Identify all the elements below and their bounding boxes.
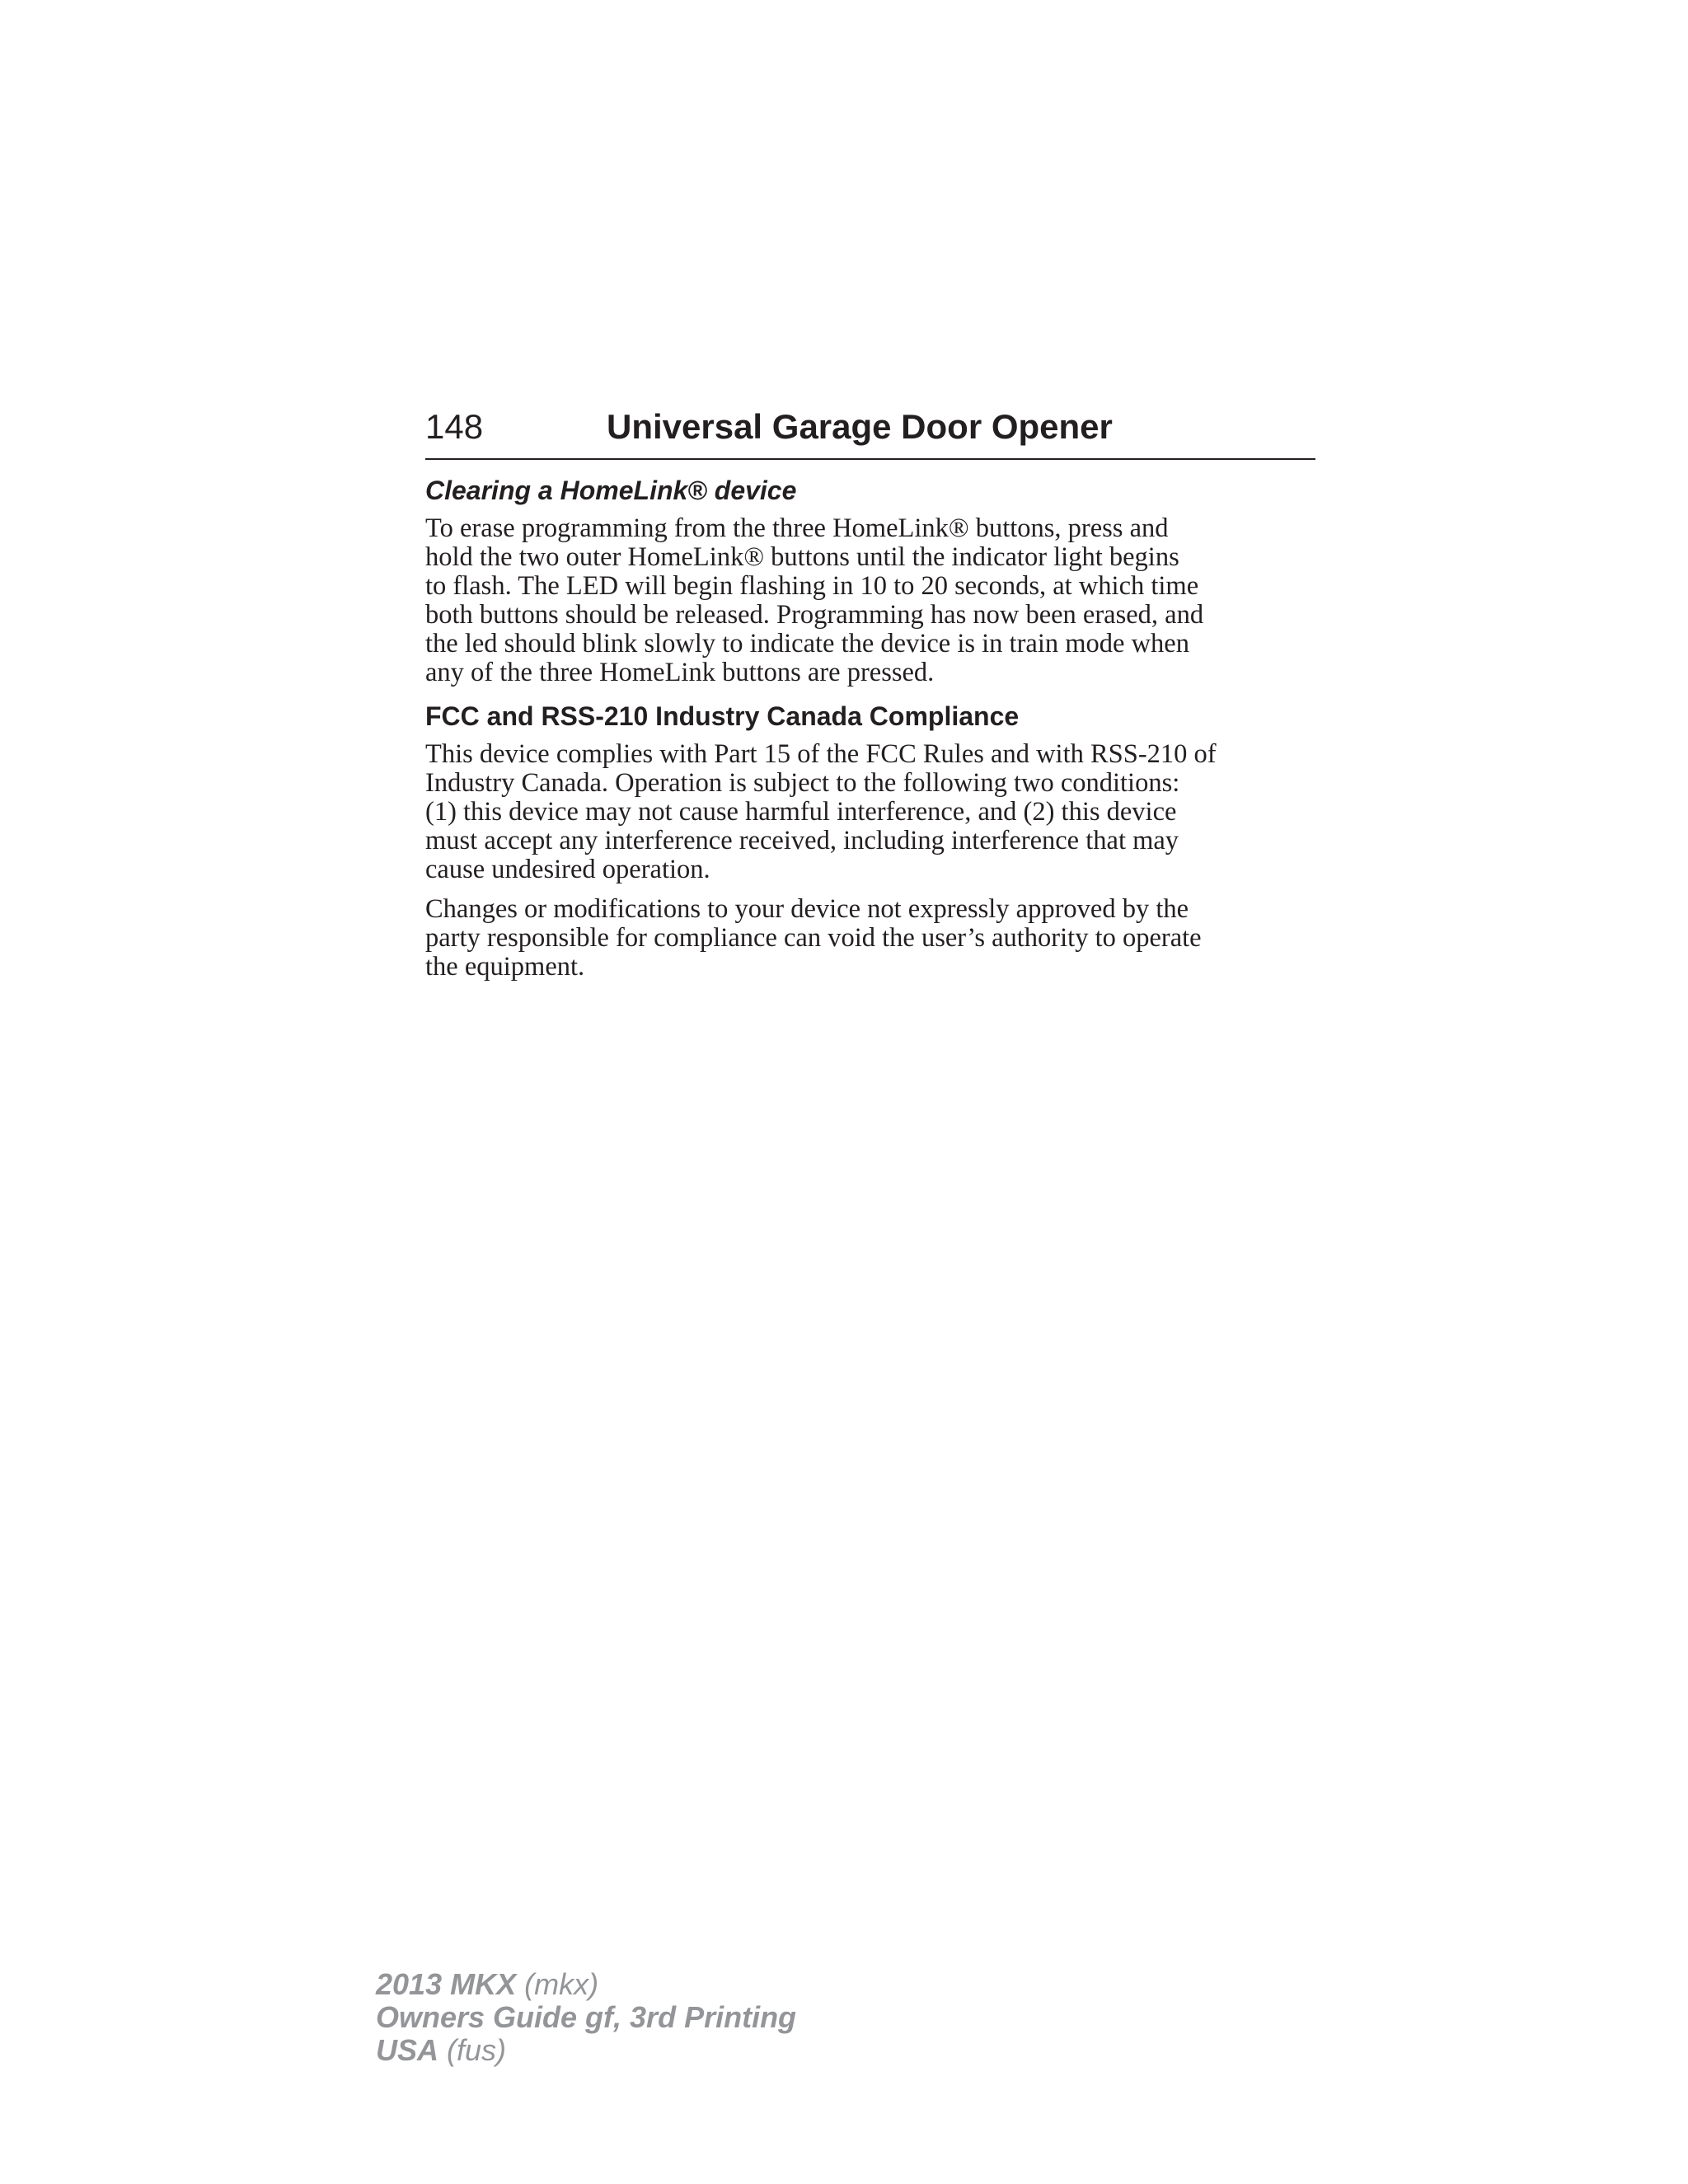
paragraph-line: Changes or modifications to your device not expressly approved by the <box>425 894 1189 924</box>
paragraph-line: any of the three HomeLink buttons are pressed. <box>425 658 935 687</box>
paragraph-line: to flash. The LED will begin flashing in 10 to 20 seconds, at which time <box>425 571 1199 601</box>
section-heading: FCC and RSS-210 Industry Canada Compliance <box>425 701 1020 731</box>
paragraph-line: must accept any interference received, including interference that may <box>425 826 1179 855</box>
page-content <box>425 473 1315 992</box>
paragraph-line: hold the two outer HomeLink® buttons until the indicator light begins <box>425 542 1179 572</box>
footer-line <box>376 2034 796 2067</box>
section-fcc-compliance <box>425 699 1315 982</box>
paragraph <box>425 514 1315 687</box>
paragraph-line: cause undesired operation. <box>425 855 710 884</box>
footer-model: 2013 MKX <box>376 1967 517 2001</box>
section-heading: Clearing a HomeLink® device <box>425 476 797 505</box>
page-header <box>425 405 1315 460</box>
footer-market: USA <box>376 2033 439 2067</box>
footer-guide-edition: Owners Guide gf, 3rd Printing <box>376 2000 797 2034</box>
paragraph-line: the led should blink slowly to indicate the device is in train mode when <box>425 629 1189 658</box>
paragraph <box>425 895 1315 982</box>
footer-model-code: (mkx) <box>524 1967 599 2001</box>
paragraph-line: both buttons should be released. Programming has now been erased, and <box>425 600 1204 630</box>
footer-line <box>376 2001 796 2034</box>
footer-market-code: (fus) <box>447 2033 507 2067</box>
paragraph-line: party responsible for compliance can void the user’s authority to operate <box>425 923 1202 953</box>
print-footer <box>376 1968 796 2067</box>
paragraph-line: the equipment. <box>425 952 585 982</box>
page-title: Universal Garage Door Opener <box>607 407 1113 446</box>
paragraph-line: (1) this device may not cause harmful interference, and (2) this device <box>425 797 1177 827</box>
paragraph-line: To erase programming from the three HomeLink® buttons, press and <box>425 513 1169 543</box>
paragraph-line: This device complies with Part 15 of the FCC Rules and with RSS-210 of <box>425 739 1217 769</box>
page-number: 148 <box>425 407 484 446</box>
paragraph-line: Industry Canada. Operation is subject to the following two conditions: <box>425 768 1180 798</box>
section-clearing-homelink <box>425 473 1315 687</box>
paragraph <box>425 740 1315 884</box>
footer-line <box>376 1968 796 2001</box>
